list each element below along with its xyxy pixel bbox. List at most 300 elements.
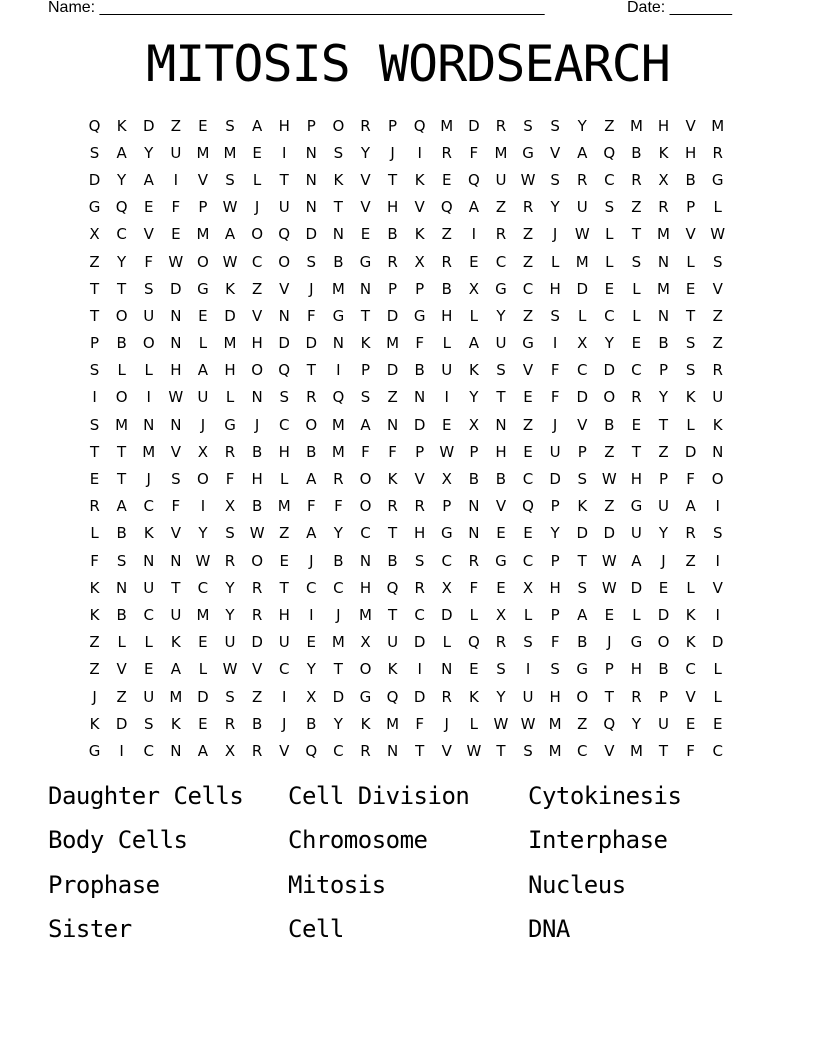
grid-letter[interactable]: U (712, 388, 724, 407)
grid-letter[interactable]: T (89, 442, 100, 461)
grid-letter[interactable]: S (685, 334, 696, 353)
grid-letter[interactable]: L (469, 306, 479, 325)
grid-letter[interactable]: H (170, 361, 182, 380)
grid-letter[interactable]: C (522, 279, 534, 298)
grid-letter[interactable]: E (143, 198, 154, 217)
grid-letter[interactable]: O (115, 306, 128, 325)
grid-letter[interactable]: E (442, 170, 452, 189)
grid-letter[interactable]: M (629, 116, 643, 135)
grid-letter[interactable]: E (171, 225, 181, 244)
grid-letter[interactable]: K (89, 605, 100, 624)
grid-letter[interactable]: C (414, 605, 425, 624)
grid-letter[interactable]: X (468, 279, 479, 298)
grid-letter[interactable]: S (685, 361, 696, 380)
grid-letter[interactable]: P (306, 116, 316, 135)
grid-letter[interactable]: W (710, 225, 726, 244)
grid-letter[interactable]: D (142, 116, 155, 135)
grid-letter[interactable]: C (685, 660, 696, 679)
grid-letter[interactable]: H (657, 116, 670, 135)
grid-letter[interactable]: D (386, 361, 399, 380)
grid-letter[interactable]: R (251, 741, 263, 760)
grid-letter[interactable]: P (658, 361, 669, 380)
grid-letter[interactable]: C (576, 361, 588, 380)
grid-letter[interactable]: V (522, 361, 534, 380)
grid-letter[interactable]: E (523, 524, 533, 543)
grid-letter[interactable]: A (170, 660, 181, 679)
grid-letter[interactable]: G (359, 252, 372, 271)
grid-letter[interactable]: T (658, 415, 669, 434)
grid-letter[interactable]: I (715, 605, 720, 624)
grid-letter[interactable]: N (170, 551, 182, 570)
grid-letter[interactable]: E (469, 660, 479, 679)
grid-letter[interactable]: Z (251, 279, 263, 298)
grid-letter[interactable]: A (306, 524, 317, 543)
grid-letter[interactable]: N (386, 415, 399, 434)
grid-letter[interactable]: Y (225, 605, 235, 624)
grid-letter[interactable]: Z (577, 714, 588, 733)
grid-letter[interactable]: J (254, 415, 260, 434)
grid-letter[interactable]: Y (496, 306, 506, 325)
grid-letter[interactable]: V (441, 741, 452, 760)
grid-letter[interactable]: Q (386, 578, 399, 597)
grid-letter[interactable]: U (143, 687, 155, 706)
grid-letter[interactable]: I (471, 225, 477, 244)
grid-letter[interactable]: H (278, 442, 290, 461)
grid-letter[interactable]: R (631, 170, 642, 189)
grid-letter[interactable]: L (686, 578, 695, 597)
grid-letter[interactable]: U (630, 524, 642, 543)
grid-letter[interactable]: T (387, 524, 398, 543)
grid-letter[interactable]: Y (333, 524, 343, 543)
grid-letter[interactable]: E (442, 415, 452, 434)
grid-letter[interactable]: W (168, 388, 184, 407)
grid-letter[interactable]: I (281, 143, 287, 162)
grid-letter[interactable]: S (89, 415, 100, 434)
grid-letter[interactable]: J (309, 551, 314, 570)
grid-letter[interactable]: T (658, 741, 669, 760)
grid-letter[interactable]: N (305, 198, 317, 217)
grid-letter[interactable]: J (146, 470, 151, 489)
grid-letter[interactable]: D (305, 334, 318, 353)
grid-letter[interactable]: F (415, 714, 424, 733)
grid-letter[interactable]: V (550, 143, 561, 162)
grid-letter[interactable]: C (333, 578, 344, 597)
grid-letter[interactable]: M (386, 334, 400, 353)
grid-letter[interactable]: C (143, 605, 154, 624)
grid-letter[interactable]: B (631, 143, 642, 162)
grid-letter[interactable]: R (658, 198, 669, 217)
grid-letter[interactable]: N (441, 660, 453, 679)
grid-letter[interactable]: V (495, 497, 507, 516)
grid-letter[interactable]: C (143, 741, 154, 760)
grid-letter[interactable]: M (711, 116, 725, 135)
grid-letter[interactable]: A (468, 198, 479, 217)
grid-letter[interactable]: K (685, 633, 696, 652)
grid-letter[interactable]: S (225, 170, 235, 189)
grid-letter[interactable]: M (196, 605, 210, 624)
grid-letter[interactable]: F (686, 741, 695, 760)
grid-letter[interactable]: U (495, 334, 507, 353)
grid-letter[interactable]: L (632, 306, 641, 325)
grid-letter[interactable]: Q (440, 198, 453, 217)
grid-letter[interactable]: M (548, 714, 562, 733)
grid-letter[interactable]: T (306, 361, 316, 380)
grid-letter[interactable]: D (630, 578, 643, 597)
grid-letter[interactable]: B (116, 334, 127, 353)
grid-letter[interactable]: Y (658, 524, 669, 543)
grid-letter[interactable]: Q (278, 225, 291, 244)
grid-letter[interactable]: Z (712, 334, 723, 353)
grid-letter[interactable]: K (387, 660, 398, 679)
grid-letter[interactable]: V (685, 116, 696, 135)
grid-letter[interactable]: T (333, 198, 343, 217)
grid-letter[interactable]: U (170, 143, 182, 162)
grid-letter[interactable]: L (713, 198, 722, 217)
grid-letter[interactable]: P (388, 279, 398, 298)
grid-letter[interactable]: N (143, 415, 155, 434)
grid-letter[interactable]: O (251, 225, 264, 244)
grid-letter[interactable]: C (278, 415, 290, 434)
grid-letter[interactable]: F (144, 252, 154, 271)
grid-letter[interactable]: D (197, 687, 209, 706)
grid-letter[interactable]: K (89, 714, 100, 733)
grid-letter[interactable]: I (281, 687, 287, 706)
grid-letter[interactable]: H (495, 442, 507, 461)
grid-letter[interactable]: N (278, 306, 290, 325)
grid-letter[interactable]: T (415, 741, 425, 760)
grid-letter[interactable]: E (469, 252, 479, 271)
grid-letter[interactable]: N (468, 524, 480, 543)
grid-letter[interactable]: H (224, 361, 236, 380)
grid-letter[interactable]: V (197, 170, 209, 189)
grid-letter[interactable]: L (252, 170, 262, 189)
grid-letter[interactable]: R (522, 198, 534, 217)
grid-letter[interactable]: L (632, 279, 641, 298)
grid-letter[interactable]: E (523, 388, 533, 407)
grid-letter[interactable]: Y (550, 524, 560, 543)
grid-letter[interactable]: B (251, 442, 263, 461)
grid-letter[interactable]: Z (685, 551, 696, 570)
grid-letter[interactable]: N (170, 306, 182, 325)
grid-letter[interactable]: S (225, 687, 235, 706)
grid-letter[interactable]: W (249, 524, 265, 543)
grid-letter[interactable]: Y (496, 687, 506, 706)
grid-letter[interactable]: S (523, 741, 533, 760)
grid-letter[interactable]: S (225, 116, 235, 135)
grid-letter[interactable]: R (387, 252, 398, 271)
grid-letter[interactable]: M (223, 143, 237, 162)
grid-letter[interactable]: S (89, 143, 100, 162)
grid-letter[interactable]: Y (225, 578, 235, 597)
grid-letter[interactable]: K (712, 415, 723, 434)
grid-letter[interactable]: O (603, 388, 616, 407)
grid-letter[interactable]: H (278, 605, 290, 624)
grid-letter[interactable]: Q (467, 170, 480, 189)
grid-letter[interactable]: T (333, 660, 343, 679)
grid-letter[interactable]: E (523, 442, 533, 461)
grid-letter[interactable]: Z (631, 198, 642, 217)
grid-letter[interactable]: X (224, 497, 236, 516)
grid-letter[interactable]: Y (306, 660, 316, 679)
grid-letter[interactable]: W (222, 252, 238, 271)
grid-letter[interactable]: I (552, 334, 558, 353)
grid-letter[interactable]: O (197, 252, 209, 271)
grid-letter[interactable]: R (577, 170, 588, 189)
grid-letter[interactable]: R (333, 470, 344, 489)
grid-letter[interactable]: E (496, 524, 506, 543)
grid-letter[interactable]: N (170, 334, 182, 353)
grid-letter[interactable]: U (495, 170, 507, 189)
grid-letter[interactable]: S (225, 524, 235, 543)
grid-letter[interactable]: K (116, 116, 127, 135)
grid-letter[interactable]: B (495, 470, 507, 489)
grid-letter[interactable]: G (332, 306, 345, 325)
grid-letter[interactable]: L (632, 605, 641, 624)
grid-letter[interactable]: T (279, 578, 289, 597)
grid-letter[interactable]: R (712, 143, 723, 162)
grid-letter[interactable]: C (251, 252, 263, 271)
grid-letter[interactable]: N (386, 741, 399, 760)
grid-letter[interactable]: G (522, 143, 534, 162)
grid-letter[interactable]: B (306, 442, 317, 461)
grid-letter[interactable]: H (549, 279, 561, 298)
grid-letter[interactable]: T (631, 225, 641, 244)
grid-letter[interactable]: B (333, 551, 344, 570)
grid-letter[interactable]: A (224, 225, 236, 244)
grid-letter[interactable]: C (306, 578, 317, 597)
grid-letter[interactable]: C (143, 497, 154, 516)
grid-letter[interactable]: S (143, 714, 154, 733)
grid-letter[interactable]: G (88, 741, 101, 760)
grid-letter[interactable]: Q (88, 116, 101, 135)
grid-letter[interactable]: T (89, 306, 100, 325)
grid-letter[interactable]: D (224, 306, 236, 325)
grid-letter[interactable]: U (576, 198, 588, 217)
grid-letter[interactable]: C (604, 306, 615, 325)
grid-letter[interactable]: J (200, 415, 206, 434)
grid-letter[interactable]: U (143, 306, 155, 325)
grid-letter[interactable]: J (281, 714, 287, 733)
grid-letter[interactable]: S (496, 361, 506, 380)
grid-letter[interactable]: X (360, 633, 371, 652)
grid-letter[interactable]: G (576, 660, 589, 679)
grid-letter[interactable]: F (415, 334, 424, 353)
grid-letter[interactable]: Z (116, 687, 127, 706)
grid-letter[interactable]: Z (495, 198, 507, 217)
grid-letter[interactable]: B (414, 361, 425, 380)
grid-letter[interactable]: Y (577, 116, 587, 135)
grid-letter[interactable]: O (657, 633, 670, 652)
grid-letter[interactable]: V (712, 279, 723, 298)
grid-letter[interactable]: P (550, 497, 560, 516)
grid-letter[interactable]: W (493, 714, 509, 733)
grid-letter[interactable]: O (359, 660, 372, 679)
grid-letter[interactable]: L (198, 660, 208, 679)
grid-letter[interactable]: C (712, 741, 723, 760)
grid-letter[interactable]: X (89, 225, 100, 244)
grid-letter[interactable]: S (116, 551, 127, 570)
grid-letter[interactable]: F (171, 198, 181, 217)
grid-letter[interactable]: O (711, 470, 724, 489)
grid-letter[interactable]: X (495, 605, 507, 624)
grid-letter[interactable]: C (197, 578, 209, 597)
grid-letter[interactable]: A (631, 551, 642, 570)
grid-letter[interactable]: F (306, 306, 316, 325)
grid-letter[interactable]: S (89, 361, 100, 380)
grid-letter[interactable]: B (441, 279, 452, 298)
grid-letter[interactable]: A (360, 415, 371, 434)
grid-letter[interactable]: J (552, 415, 558, 434)
grid-letter[interactable]: V (116, 660, 127, 679)
grid-letter[interactable]: F (388, 442, 397, 461)
grid-letter[interactable]: U (224, 633, 236, 652)
grid-letter[interactable]: C (441, 551, 452, 570)
grid-letter[interactable]: U (278, 198, 290, 217)
grid-letter[interactable]: P (442, 497, 452, 516)
grid-letter[interactable]: H (414, 524, 426, 543)
grid-letter[interactable]: S (279, 388, 289, 407)
grid-letter[interactable]: E (658, 578, 669, 597)
grid-letter[interactable]: E (89, 470, 100, 489)
grid-letter[interactable]: O (332, 116, 345, 135)
grid-letter[interactable]: I (715, 551, 720, 570)
grid-letter[interactable]: M (548, 741, 562, 760)
grid-letter[interactable]: I (92, 388, 97, 407)
grid-letter[interactable]: X (441, 578, 452, 597)
grid-letter[interactable]: V (360, 198, 371, 217)
grid-letter[interactable]: E (252, 143, 262, 162)
grid-letter[interactable]: Q (522, 497, 534, 516)
grid-letter[interactable]: P (550, 605, 560, 624)
grid-letter[interactable]: Z (604, 116, 615, 135)
grid-letter[interactable]: X (658, 170, 669, 189)
grid-letter[interactable]: I (200, 497, 206, 516)
grid-letter[interactable]: G (495, 551, 507, 570)
grid-letter[interactable]: Z (522, 415, 534, 434)
grid-letter[interactable]: E (604, 605, 615, 624)
grid-letter[interactable]: T (496, 741, 506, 760)
grid-letter[interactable]: H (441, 306, 453, 325)
grid-letter[interactable]: M (440, 116, 454, 135)
grid-letter[interactable]: I (146, 388, 151, 407)
grid-letter[interactable]: N (332, 334, 344, 353)
grid-letter[interactable]: D (413, 415, 426, 434)
grid-letter[interactable]: T (496, 388, 506, 407)
grid-letter[interactable]: N (332, 225, 344, 244)
grid-letter[interactable]: S (631, 252, 642, 271)
grid-letter[interactable]: H (359, 578, 372, 597)
grid-letter[interactable]: V (414, 470, 425, 489)
grid-letter[interactable]: T (279, 170, 289, 189)
grid-letter[interactable]: K (414, 170, 425, 189)
grid-letter[interactable]: M (629, 741, 643, 760)
grid-letter[interactable]: K (170, 714, 181, 733)
grid-letter[interactable]: N (712, 442, 724, 461)
grid-letter[interactable]: Z (170, 116, 181, 135)
grid-letter[interactable]: T (387, 605, 398, 624)
grid-letter[interactable]: L (713, 687, 722, 706)
grid-letter[interactable]: R (414, 578, 425, 597)
grid-letter[interactable]: T (577, 551, 587, 570)
grid-letter[interactable]: Z (279, 524, 290, 543)
grid-letter[interactable]: J (661, 551, 666, 570)
grid-letter[interactable]: S (550, 660, 560, 679)
grid-letter[interactable]: N (414, 388, 426, 407)
grid-letter[interactable]: A (468, 334, 479, 353)
grid-letter[interactable]: J (254, 198, 260, 217)
grid-letter[interactable]: J (92, 687, 97, 706)
grid-letter[interactable]: V (143, 225, 154, 244)
grid-letter[interactable]: M (223, 334, 237, 353)
grid-letter[interactable]: S (550, 170, 560, 189)
grid-letter[interactable]: E (685, 279, 696, 298)
grid-letter[interactable]: Q (413, 116, 426, 135)
grid-letter[interactable]: B (658, 334, 669, 353)
grid-letter[interactable]: L (605, 225, 614, 244)
grid-letter[interactable]: E (198, 116, 208, 135)
grid-letter[interactable]: V (170, 524, 181, 543)
grid-letter[interactable]: N (305, 170, 317, 189)
grid-letter[interactable]: I (525, 660, 531, 679)
grid-letter[interactable]: R (306, 388, 317, 407)
grid-letter[interactable]: D (332, 687, 345, 706)
grid-letter[interactable]: L (523, 605, 533, 624)
grid-letter[interactable]: G (522, 334, 534, 353)
grid-letter[interactable]: N (143, 551, 155, 570)
grid-letter[interactable]: M (657, 279, 670, 298)
grid-letter[interactable]: X (522, 578, 534, 597)
grid-letter[interactable]: J (444, 714, 449, 733)
grid-letter[interactable]: Z (522, 225, 534, 244)
grid-letter[interactable]: G (359, 687, 372, 706)
grid-letter[interactable]: W (601, 551, 617, 570)
grid-letter[interactable]: L (605, 252, 614, 271)
grid-letter[interactable]: D (711, 633, 724, 652)
grid-letter[interactable]: G (224, 415, 236, 434)
grid-letter[interactable]: S (306, 252, 317, 271)
grid-letter[interactable]: P (90, 334, 100, 353)
grid-letter[interactable]: C (522, 470, 534, 489)
grid-letter[interactable]: L (578, 306, 587, 325)
grid-letter[interactable]: O (142, 334, 155, 353)
grid-letter[interactable]: V (251, 306, 263, 325)
grid-letter[interactable]: I (715, 497, 720, 516)
grid-letter[interactable]: F (550, 633, 560, 652)
grid-letter[interactable]: C (116, 225, 127, 244)
grid-letter[interactable]: F (469, 578, 479, 597)
grid-letter[interactable]: M (277, 497, 291, 516)
grid-letter[interactable]: Q (278, 361, 291, 380)
grid-letter[interactable]: C (495, 252, 507, 271)
grid-letter[interactable]: G (630, 633, 643, 652)
grid-letter[interactable]: V (170, 442, 181, 461)
grid-letter[interactable]: W (168, 252, 184, 271)
grid-letter[interactable]: H (684, 143, 697, 162)
grid-letter[interactable]: D (603, 524, 616, 543)
grid-letter[interactable]: F (550, 388, 560, 407)
grid-letter[interactable]: P (415, 279, 425, 298)
grid-letter[interactable]: K (577, 497, 588, 516)
grid-letter[interactable]: Y (333, 714, 343, 733)
grid-letter[interactable]: F (361, 442, 370, 461)
grid-letter[interactable]: C (278, 660, 290, 679)
grid-letter[interactable]: V (414, 198, 425, 217)
grid-letter[interactable]: I (309, 605, 314, 624)
grid-letter[interactable]: G (630, 497, 643, 516)
grid-letter[interactable]: X (306, 687, 317, 706)
grid-letter[interactable]: E (631, 334, 642, 353)
grid-letter[interactable]: Z (658, 442, 669, 461)
